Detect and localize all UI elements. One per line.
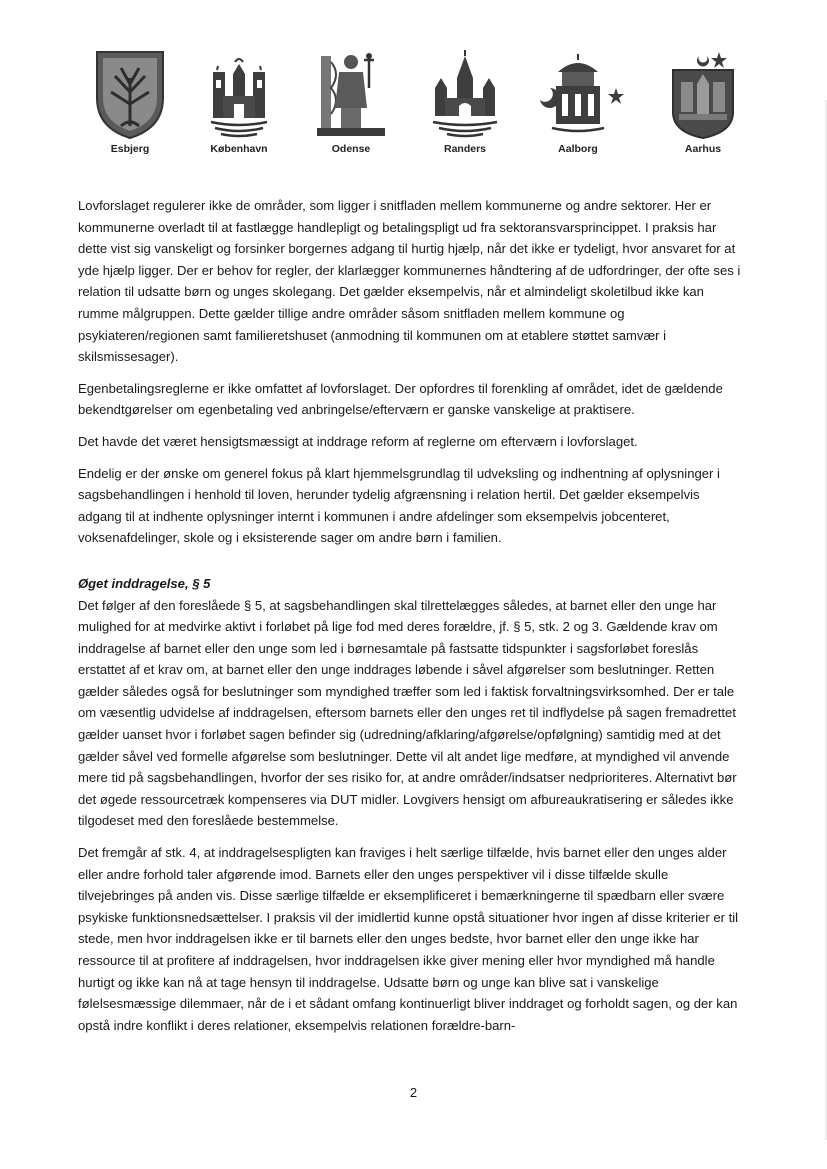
page-number: 2 (409, 1085, 418, 1100)
logo-city-name: Aalborg (558, 143, 598, 155)
kobenhavn-coat-of-arms-icon (207, 48, 271, 140)
section-paragraph: Det følger af den foreslåede § 5, at sagsbehandlingen skal tilrettelægges således, at barnet eller den unge har mulighed for at medvirke aktivt i forløbet på lige fod med deres forældre, jf. § 5, stk. 2 og 3. Gældende krav om inddragelse af barnet eller den unge som led i børnesamtale på fastsatte tidspunkter i sagsforløbet foreslås erstattet af et krav om, at barnet eller den unge inddrages løbende i såvel afgørelser som beslutninger. Retten gælder således også for beslutninger som myndighed træffer som led i faktisk forvaltningsvirksomhed. Der er tale om væsentlig udvidelse af inddragelsen, eftersom barnets eller den unges ret til indflydelse på sagen fremadrettet gælder uanset hvor i forløbet sagen befinder sig (udredning/afklaring/afgørelse/opfølgning) samtidig med at det gælder såvel ved formelle afgørelse som beslutninger. Dette vil alt andet lige medføre, at myndighed vil anvende mere tid på sagsbehandlingen, hvorfor der ses risiko for, at andre områder/indsatser nedprioriteres. Alternativt bør det øgede ressourcetræk kompenseres via DUT midler. Lovgivers hensigt om afbureaukratisering er således ikke tilgodeset med den foreslåede bestemmelse. (78, 597, 737, 829)
section-paragraph: Det fremgår af stk. 4, at inddragelsespligten kan fraviges i helt særlige tilfælde, hvis barnet eller den unges alder eller andre forhold taler afgørende imod. Barnets eller den unges perspektiver vil i disse tilfælde skulle tilvejebringes på anden vis. Disse særlige tilfælde er eksemplificeret i bemærkningerne til spædbarn eller svære psykiske funktionsnedsættelser. I praksis vil der imidlertid kunne opstå situationer hvor ingen af disse kriterier er til stede, men hvor inddragelsen ikke er til barnets eller den unges bedste, hvor barnet eller den unge ikke har ressource til at profitere af inddragelsen, hvor inddragelsen ikke giver mening eller hvor myndighed må handle hurtigt og ikke kan nå at tage hensyn til inddragelse. Udsatte børn og unge kan blive sat i vanskelige følelsesmæssige dilemmaer, når de i et sådant omfang kontinuerligt bliver inddraget og forholdt sagen, og der kan opstå indre konflikt i deres relationer, eksempelvis relationen forældre-barn- (78, 845, 739, 1033)
logo-city-name: København (210, 143, 268, 155)
esbjerg-coat-of-arms-icon (93, 48, 167, 140)
body-paragraph: Lovforslaget regulerer ikke de områder, som ligger i snitfladen mellem kommunerne og andre sektorer. Her er kommunerne overladt til at fastlægge handlepligt og betalingspligt ud fra sektoransvarsprincippet. I praksis har dette vist sig vanskeligt og forsinker borgernes adgang til hurtig hjælp, når det ikke er tydeligt, hvor ansvaret for at yde hjælp ligger. Der er behov for regler, der klarlægger kommunernes håndtering af de udfordringer, der ofte ses i relation til udsatte børn og unges skolegang. Det gælder eksempelvis, når et almindeligt skoletilbud ikke kan rumme målgruppen. Dette gælder tillige andre områder såsom snitfladen mellem kommune og psykiateren/regionen samt familieretshuset (anmodning til kommunen om at etablere støttet samvær i skilsmissesager). (78, 198, 741, 365)
randers-coat-of-arms-icon (429, 48, 501, 140)
aalborg-coat-of-arms-icon (528, 48, 628, 140)
body-paragraph: Egenbetalingsreglerne er ikke omfattet af lovforslaget. Der opfordres til forenkling af området, idet de gældende bekendtgørelser om egenbetaling ved anbringelse/efterværn er ganske vanskelige at praktisere. (78, 380, 723, 418)
document-body (78, 195, 746, 1046)
logo-randers (410, 48, 520, 155)
logo-city-name: Esbjerg (110, 143, 150, 155)
logo-city-name: Randers (443, 143, 486, 155)
logo-odense (296, 48, 406, 155)
odense-coat-of-arms-icon (311, 48, 391, 140)
logo-city-name: Aarhus (684, 143, 722, 155)
municipality-logo-row (78, 48, 758, 168)
body-paragraph: Det havde det været hensigtsmæssigt at inddrage reform af reglerne om efterværn i lovforslaget. (78, 433, 638, 449)
logo-aalborg (523, 48, 633, 155)
logo-aarhus (648, 48, 758, 155)
aarhus-coat-of-arms-icon (663, 48, 743, 140)
section-heading: Øget inddragelse, § 5 (78, 575, 211, 591)
logo-city-name: Odense (331, 143, 371, 155)
body-paragraph: Endelig er der ønske om generel fokus på klart hjemmelsgrundlag til udveksling og indhentning af oplysninger i sagsbehandlingen i henhold til loven, herunder tydelig afgrænsning i relation hertil. Det gælder eksempelvis adgang til at indhente oplysninger internt i kommunen i andre afdelinger som eksempelvis jobcenteret, voksenafdelinger, skole og i eksisterende sager om andre børn i familien. (78, 465, 720, 546)
logo-kobenhavn (184, 48, 294, 155)
logo-esbjerg (75, 48, 185, 155)
